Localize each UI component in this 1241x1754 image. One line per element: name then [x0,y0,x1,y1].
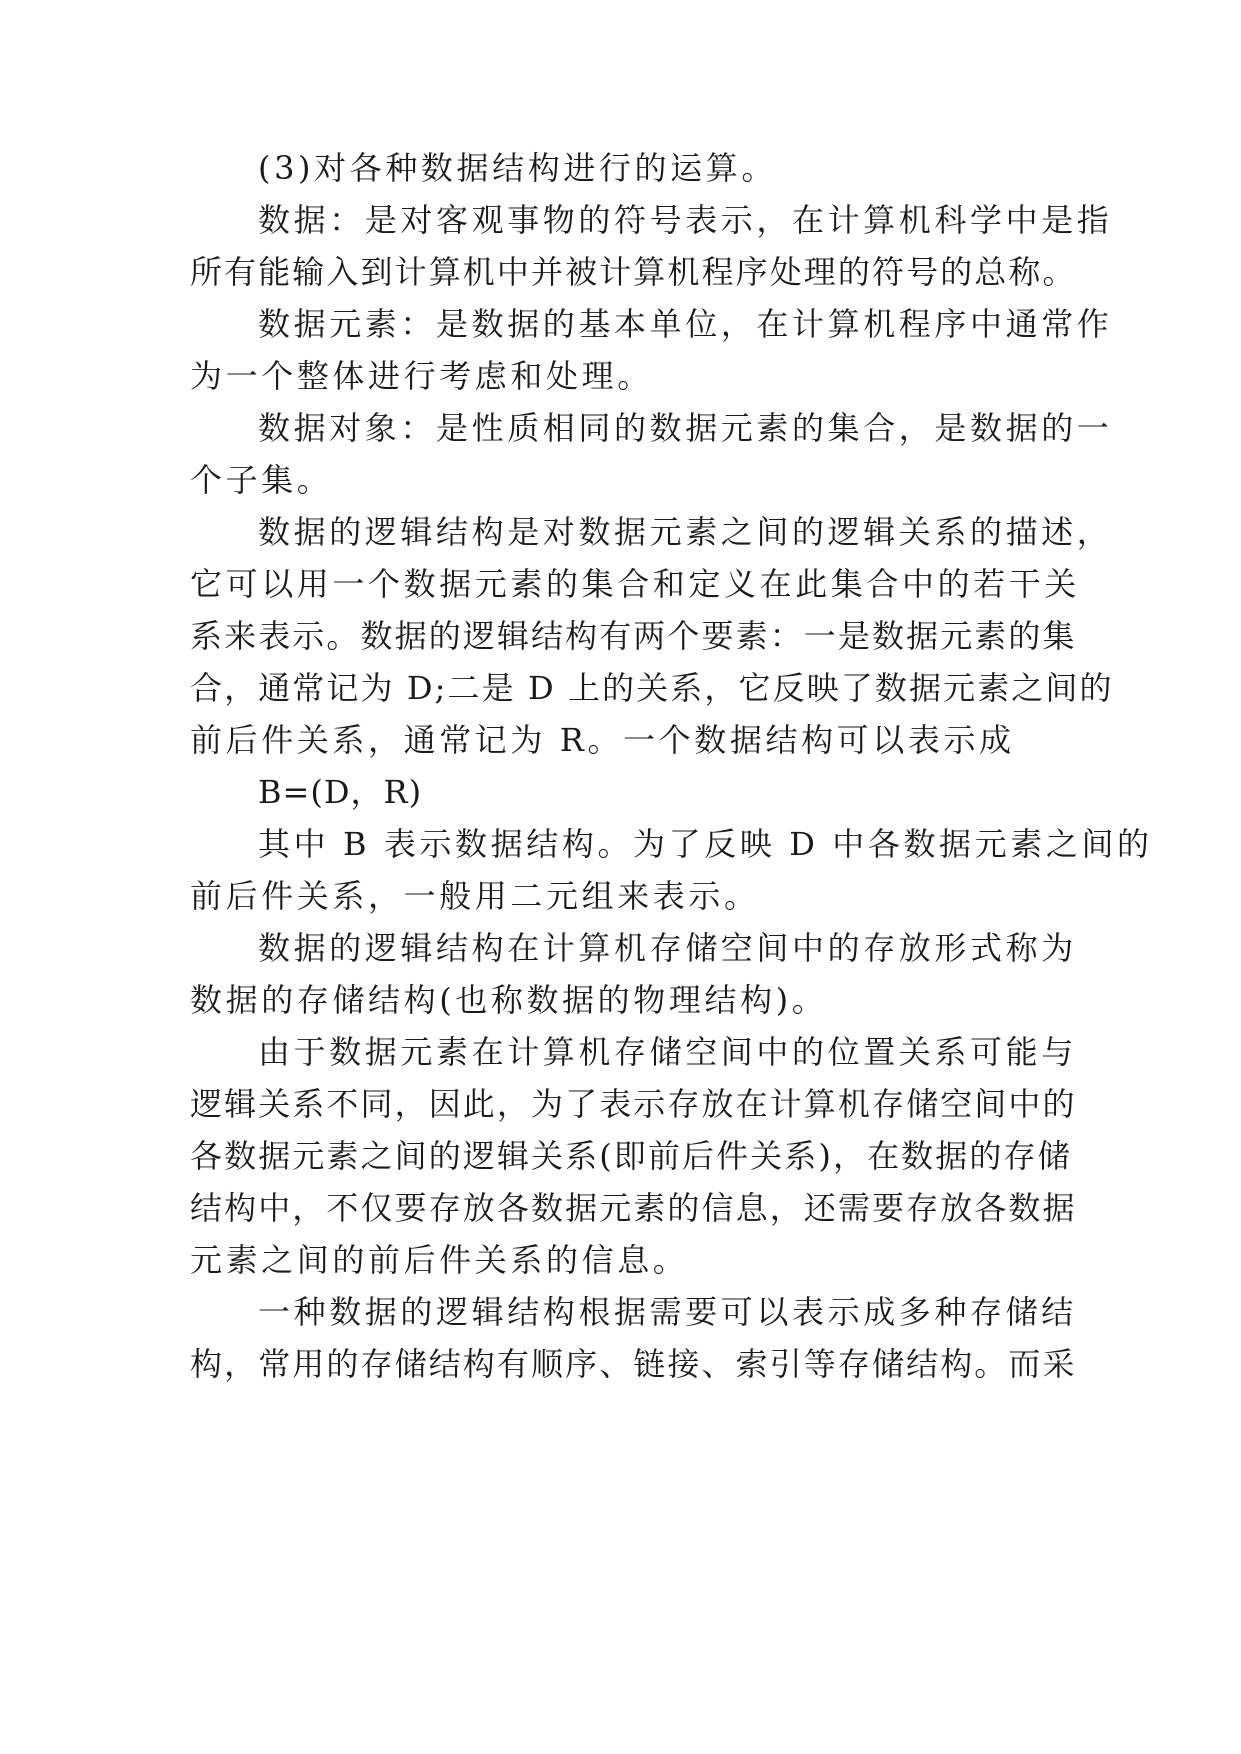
text-line: 合，通常记为 D;二是 D 上的关系，它反映了数据元素之间的 [190,669,1114,707]
text-line: 元素之间的前后件关系的信息。 [190,1241,689,1279]
text-line: 各数据元素之间的逻辑关系(即前后件关系)，在数据的存储 [190,1137,1072,1175]
text-line: 数据的逻辑结构是对数据元素之间的逻辑关系的描述， [258,513,1113,551]
text-line: 由于数据元素在计算机存储空间中的位置关系可能与 [258,1033,1077,1071]
text-line: 数据对象：是性质相同的数据元素的集合，是数据的一 [258,409,1113,447]
text-line: 一种数据的逻辑结构根据需要可以表示成多种存储结 [258,1293,1077,1331]
text-line: 它可以用一个数据元素的集合和定义在此集合中的若干关 [190,565,1081,603]
text-line: 数据的存储结构(也称数据的物理结构)。 [190,981,828,1019]
text-line: 其中 B 表示数据结构。为了反映 D 中各数据元素之间的 [258,825,1153,863]
text-line: (3)对各种数据结构进行的运算。 [258,149,777,187]
text-line: 前后件关系，通常记为 R。一个数据结构可以表示成 [190,721,1015,759]
text-line: 数据：是对客观事物的符号表示，在计算机科学中是指 [258,201,1113,239]
text-line: 为一个整体进行考虑和处理。 [190,357,653,395]
text-line: 前后件关系，一般用二元组来表示。 [190,877,760,915]
text-line: 数据的逻辑结构在计算机存储空间中的存放形式称为 [258,929,1077,967]
text-line: 系来表示。数据的逻辑结构有两个要素：一是数据元素的集 [190,617,1077,655]
text-line: 逻辑关系不同，因此，为了表示存放在计算机存储空间中的 [190,1085,1077,1123]
formula-line: B=(D，R) [258,773,423,811]
text-line: 数据元素：是数据的基本单位，在计算机程序中通常作 [258,305,1113,343]
text-line: 结构中，不仅要存放各数据元素的信息，还需要存放各数据 [190,1189,1077,1227]
text-line: 构，常用的存储结构有顺序、链接、索引等存储结构。而采 [190,1345,1077,1383]
text-line: 所有能输入到计算机中并被计算机程序处理的符号的总称。 [190,253,1077,291]
text-line: 个子集。 [190,461,333,499]
